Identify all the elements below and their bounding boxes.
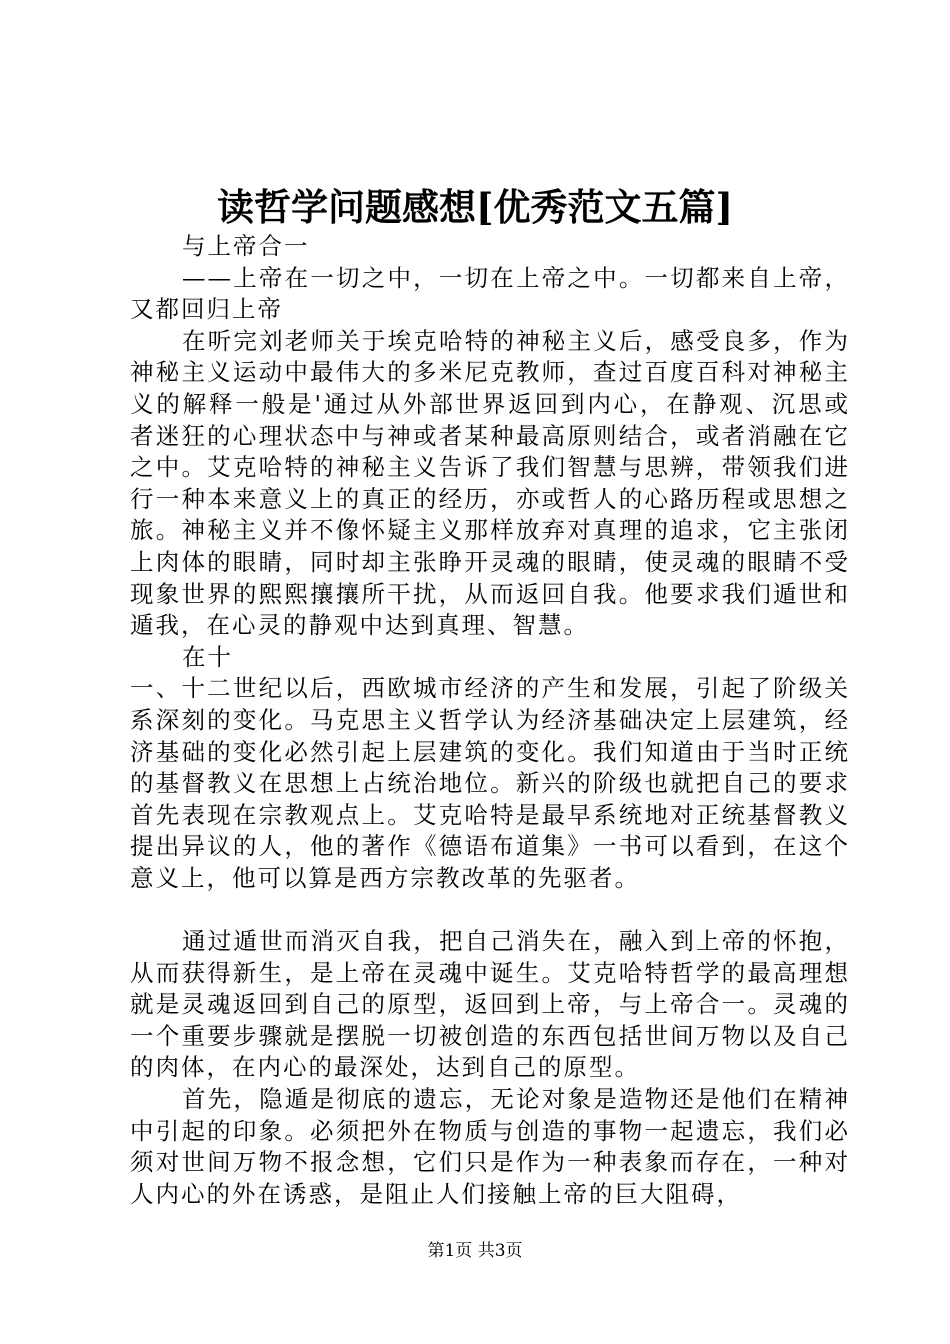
document-body bbox=[130, 231, 850, 1210]
paragraph-heading: 与上帝合一 bbox=[182, 232, 310, 260]
paragraph: 通过遁世而消灭自我，把自己消失在，融入到上帝的怀抱，从而获得新生，是上帝在灵魂中诞生。艾克哈特哲学的最高理想就是灵魂返回到自己的原型，返回到上帝，与上帝合一。灵魂的一个重要步骤就是摆脱一切被创造的东西包括世间万物以及自己的肉体，在内心的最深处，达到自己的原型。 bbox=[130, 927, 850, 1082]
document-title: 读哲学问题感想[优秀范文五篇] bbox=[216, 185, 733, 229]
paragraph-subtitle: ——上帝在一切之中，一切在上帝之中。一切都来自上帝，又都回归上帝 bbox=[130, 263, 850, 324]
paragraph: 在听完刘老师关于埃克哈特的神秘主义后，感受良多，作为神秘主义运动中最伟大的多米尼克教师，查过百度百科对神秘主义的解释一般是'通过从外部世界返回到内心，在静观、沉思或者迷狂的心理状态中与神或者某种最高原则结合，或者消融在它之中。艾克哈特的神秘主义告诉了我们智慧与思辨，带领我们进行一种本来意义上的真正的经历，亦或哲人的心路历程或思想之旅。神秘主义并不像怀疑主义那样放弃对真理的追求，它主张闭上肉体的眼睛，同时却主张睁开灵魂的眼睛，使灵魂的眼睛不受现象世界的熙熙攘攘所干扰，从而返回自我。他要求我们遁世和遁我，在心灵的静观中达到真理、智慧。 bbox=[130, 326, 850, 640]
paragraph: 一、十二世纪以后，西欧城市经济的产生和发展，引起了阶级关系深刻的变化。马克思主义哲学认为经济基础决定上层建筑，经济基础的变化必然引起上层建筑的变化。我们知道由于当时正统的基督教义在思想上占统治地位。新兴的阶级也就把自己的要求首先表现在宗教观点上。艾克哈特是最早系统地对正统基督教义提出异议的人，他的著作《德语布道集》一书可以看到，在这个意义上，他可以算是西方宗教改革的先驱者。 bbox=[130, 674, 850, 892]
page-number-footer: 第1页 共3页 bbox=[427, 1241, 523, 1261]
paragraph: 首先，隐遁是彻底的遗忘，无论对象是造物还是他们在精神中引起的印象。必须把外在物质与创造的事物一起遗忘，我们必须对世间万物不报念想，它们只是作为一种表象而存在，一种对人内心的外在诱惑，是阻止人们接触上帝的巨大阻碍， bbox=[130, 1085, 850, 1208]
paragraph: 在十 bbox=[182, 642, 233, 671]
